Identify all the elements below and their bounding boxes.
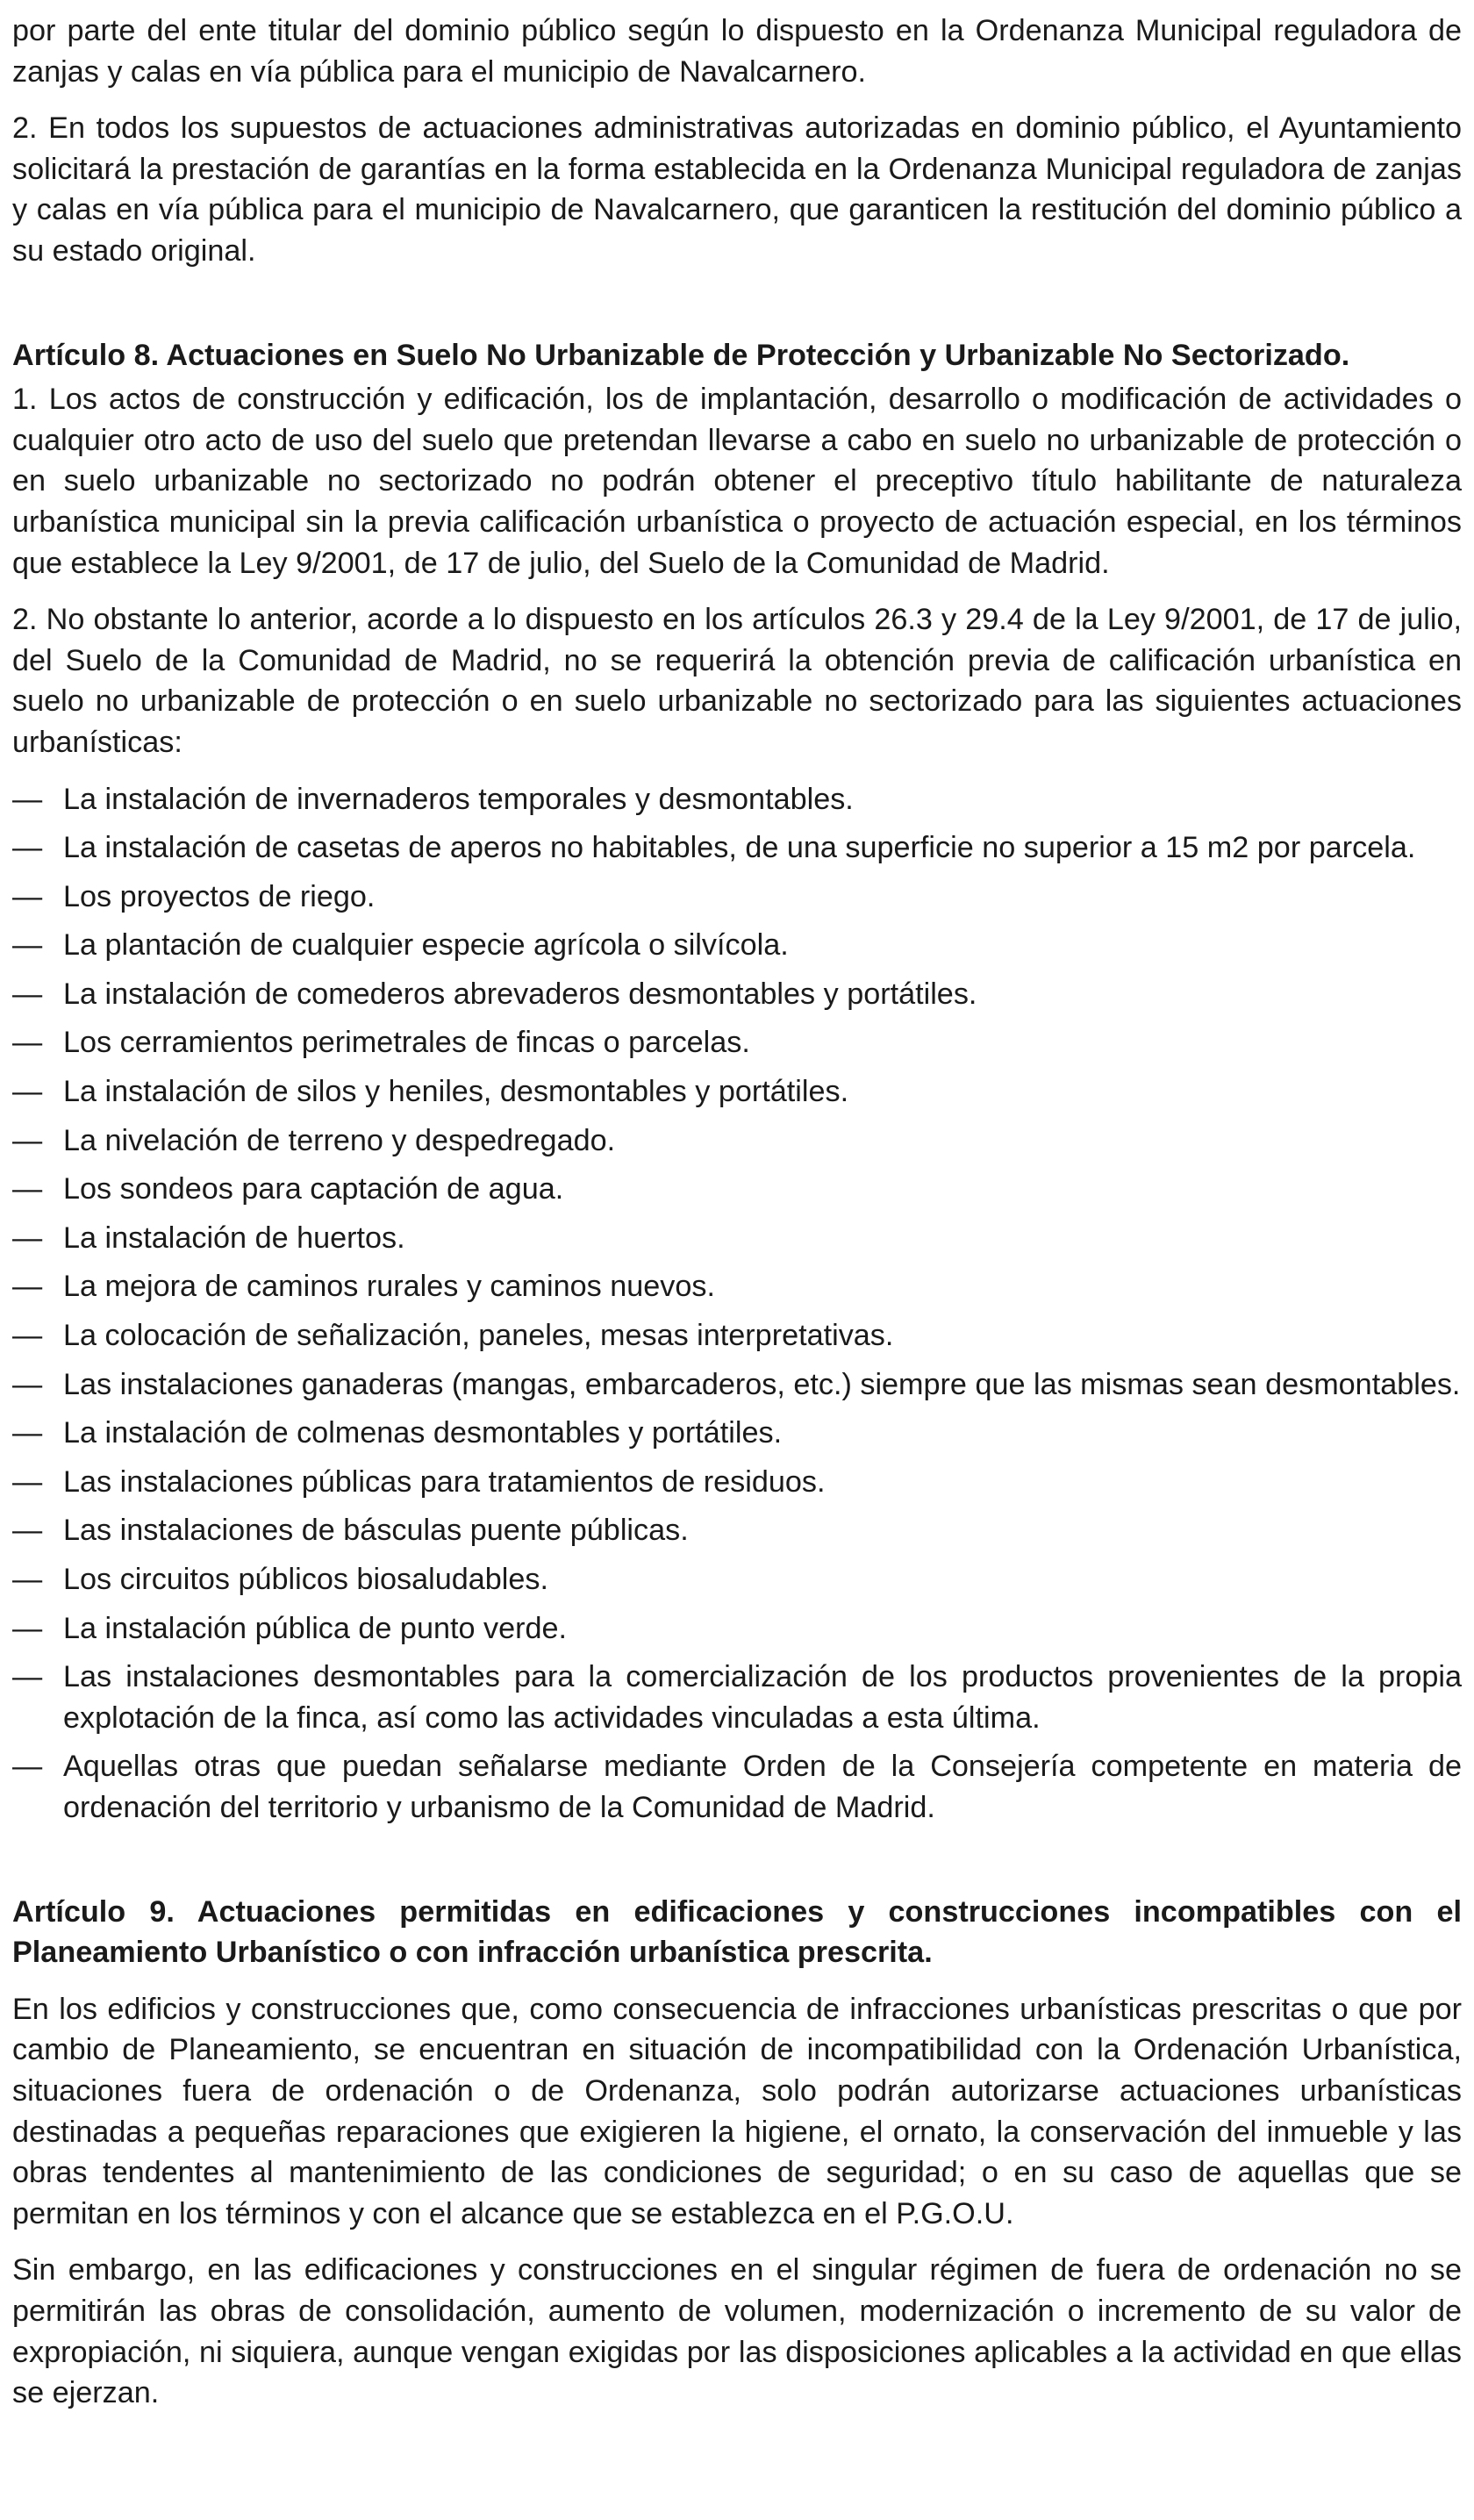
article-8-heading: Artículo 8. Actuaciones en Suelo No Urbanizable de Protección y Urbanizable No Sectorizado. <box>12 338 1350 372</box>
list-item <box>12 1364 1462 1406</box>
list-item-text: La mejora de caminos rurales y caminos nuevos. <box>63 1270 715 1304</box>
list-item-text: Los cerramientos perimetrales de fincas o parcelas. <box>63 1026 750 1060</box>
intro-paragraph-2: 2. En todos los supuestos de actuaciones administrativas autorizadas en dominio público, el Ayuntamiento solicitará la prestación de garantías en la forma establecida en la Ordenanza Municipal reguladora de zanjas y calas en vía pública para el municipio de Navalcarnero, que garanticen la restitución del dominio público a su estado original. <box>12 111 1462 268</box>
article-9-heading: Artículo 9. Actuaciones permitidas en edificaciones y construcciones incompatibles con el Planeamiento Urbanístico o con infracción urbanística prescrita. <box>12 1894 1462 1970</box>
list-dash: — <box>12 1464 43 1499</box>
list-item-text: La instalación de silos y heniles, desmontables y portátiles. <box>63 1075 849 1109</box>
list-item-text: La instalación pública de punto verde. <box>63 1611 567 1645</box>
list-dash: — <box>12 1319 43 1353</box>
list-item-text: La colocación de señalización, paneles, mesas interpretativas. <box>63 1319 894 1353</box>
list-item <box>12 1218 1462 1259</box>
list-item <box>12 1608 1462 1650</box>
list-item <box>12 1315 1462 1357</box>
list-dash: — <box>12 1367 43 1401</box>
list-item <box>12 1510 1462 1551</box>
list-dash: — <box>12 928 43 963</box>
list-item <box>12 1413 1462 1454</box>
list-item-text: Las instalaciones públicas para tratamientos de residuos. <box>63 1464 826 1499</box>
list-item-text: La instalación de casetas de aperos no habitables, de una superficie no superior a 15 m2 por parcela. <box>63 831 1416 865</box>
article-8-dash-list <box>12 779 1462 1829</box>
list-item <box>12 1120 1462 1162</box>
list-dash: — <box>12 977 43 1011</box>
list-item <box>12 1022 1462 1063</box>
list-item-text: La nivelación de terreno y despedregado. <box>63 1123 616 1157</box>
list-dash: — <box>12 1660 43 1694</box>
list-item <box>12 974 1462 1015</box>
list-item <box>12 1071 1462 1113</box>
list-item <box>12 779 1462 820</box>
article-8-paragraph-2: 2. No obstante lo anterior, acorde a lo dispuesto en los artículos 26.3 y 29.4 de la Ley 9/2001, de 17 de julio, del Suelo de la Comunidad de Madrid, no se requerirá la obtención previa de calificación urbanística en suelo no urbanizable de protección o en suelo urbanizable no sectorizado para las siguientes actuaciones urbanísticas: <box>12 603 1462 759</box>
list-dash: — <box>12 1123 43 1157</box>
list-dash: — <box>12 879 43 913</box>
list-dash: — <box>12 1563 43 1596</box>
list-item-text: La instalación de comederos abrevaderos desmontables y portátiles. <box>63 977 977 1011</box>
list-item-text: Las instalaciones ganaderas (mangas, embarcaderos, etc.) siempre que las mismas sean desmontables. <box>63 1367 1461 1401</box>
list-item <box>12 1169 1462 1210</box>
list-item-text: Los proyectos de riego. <box>63 879 376 913</box>
list-item <box>12 925 1462 966</box>
list-dash: — <box>12 1416 43 1450</box>
list-item <box>12 1462 1462 1503</box>
list-item-text: Las instalaciones de básculas puente públicas. <box>63 1514 689 1548</box>
list-dash: — <box>12 1075 43 1109</box>
list-dash: — <box>12 1750 43 1784</box>
list-dash: — <box>12 1270 43 1304</box>
list-dash: — <box>12 1514 43 1548</box>
list-item-text: La instalación de huertos. <box>63 1221 405 1255</box>
list-dash: — <box>12 1221 43 1255</box>
list-item <box>12 1657 1462 1738</box>
list-dash: — <box>12 1172 43 1206</box>
list-item-text: La instalación de colmenas desmontables y portátiles. <box>63 1416 783 1450</box>
list-item <box>12 1746 1462 1828</box>
list-item <box>12 877 1462 918</box>
article-9-paragraph-2: Sin embargo, en las edificaciones y construcciones en el singular régimen de fuera de ordenación no se permitirán las obras de consolidación, aumento de volumen, modernización o incremento de su valor de expropiación, ni siquiera, aunque vengan exigidas por las disposiciones aplicables a la actividad en que ellas se ejerzan. <box>12 2253 1462 2410</box>
list-item-text: Los circuitos públicos biosaludables. <box>63 1563 549 1596</box>
list-dash: — <box>12 1611 43 1645</box>
intro-paragraph-1: por parte del ente titular del dominio público según lo dispuesto en la Ordenanza Municipal reguladora de zanjas y calas en vía pública para el municipio de Navalcarnero. <box>12 14 1462 89</box>
article-9-paragraph-1: En los edificios y construcciones que, como consecuencia de infracciones urbanísticas prescritas o que por cambio de Planeamiento, se encuentran en situación de incompatibilidad con la Ordenación Urbanística, situaciones fuera de ordenación o de Ordenanza, solo podrán autorizarse actuaciones urbanísticas destinadas a pequeñas reparaciones que exigieren la higiene, el ornato, la conservación del inmueble y las obras tendentes al mantenimiento de las condiciones de seguridad; o en su caso de aquellas que se permitan en los términos y con el alcance que se establezca en el P.G.O.U. <box>12 1992 1462 2230</box>
list-item <box>12 1266 1462 1307</box>
list-item-text: Aquellas otras que puedan señalarse mediante Orden de la Consejería competente en materia de ordenación del territorio y urbanismo de la Comunidad de Madrid. <box>63 1750 1462 1824</box>
list-item-text: Las instalaciones desmontables para la comercialización de los productos provenientes de la propia explotación de la finca, así como las actividades vinculadas a esta última. <box>63 1660 1462 1735</box>
list-item <box>12 827 1462 869</box>
list-item-text: La plantación de cualquier especie agrícola o silvícola. <box>63 928 789 963</box>
list-item-text: Los sondeos para captación de agua. <box>63 1172 564 1206</box>
list-dash: — <box>12 1026 43 1060</box>
list-item <box>12 1559 1462 1600</box>
list-dash: — <box>12 782 43 816</box>
article-8-paragraph-1: 1. Los actos de construcción y edificación, los de implantación, desarrollo o modificación de actividades o cualquier otro acto de uso del suelo que pretendan llevarse a cabo en suelo no urbanizable de protección o en suelo urbanizable no sectorizado no podrán obtener el preceptivo título habilitante de naturaleza urbanística municipal sin la previa calificación urbanística o proyecto de actuación especial, en los términos que establece la Ley 9/2001, de 17 de julio, del Suelo de la Comunidad de Madrid. <box>12 383 1462 580</box>
list-item-text: La instalación de invernaderos temporales y desmontables. <box>63 782 854 816</box>
list-dash: — <box>12 831 43 865</box>
